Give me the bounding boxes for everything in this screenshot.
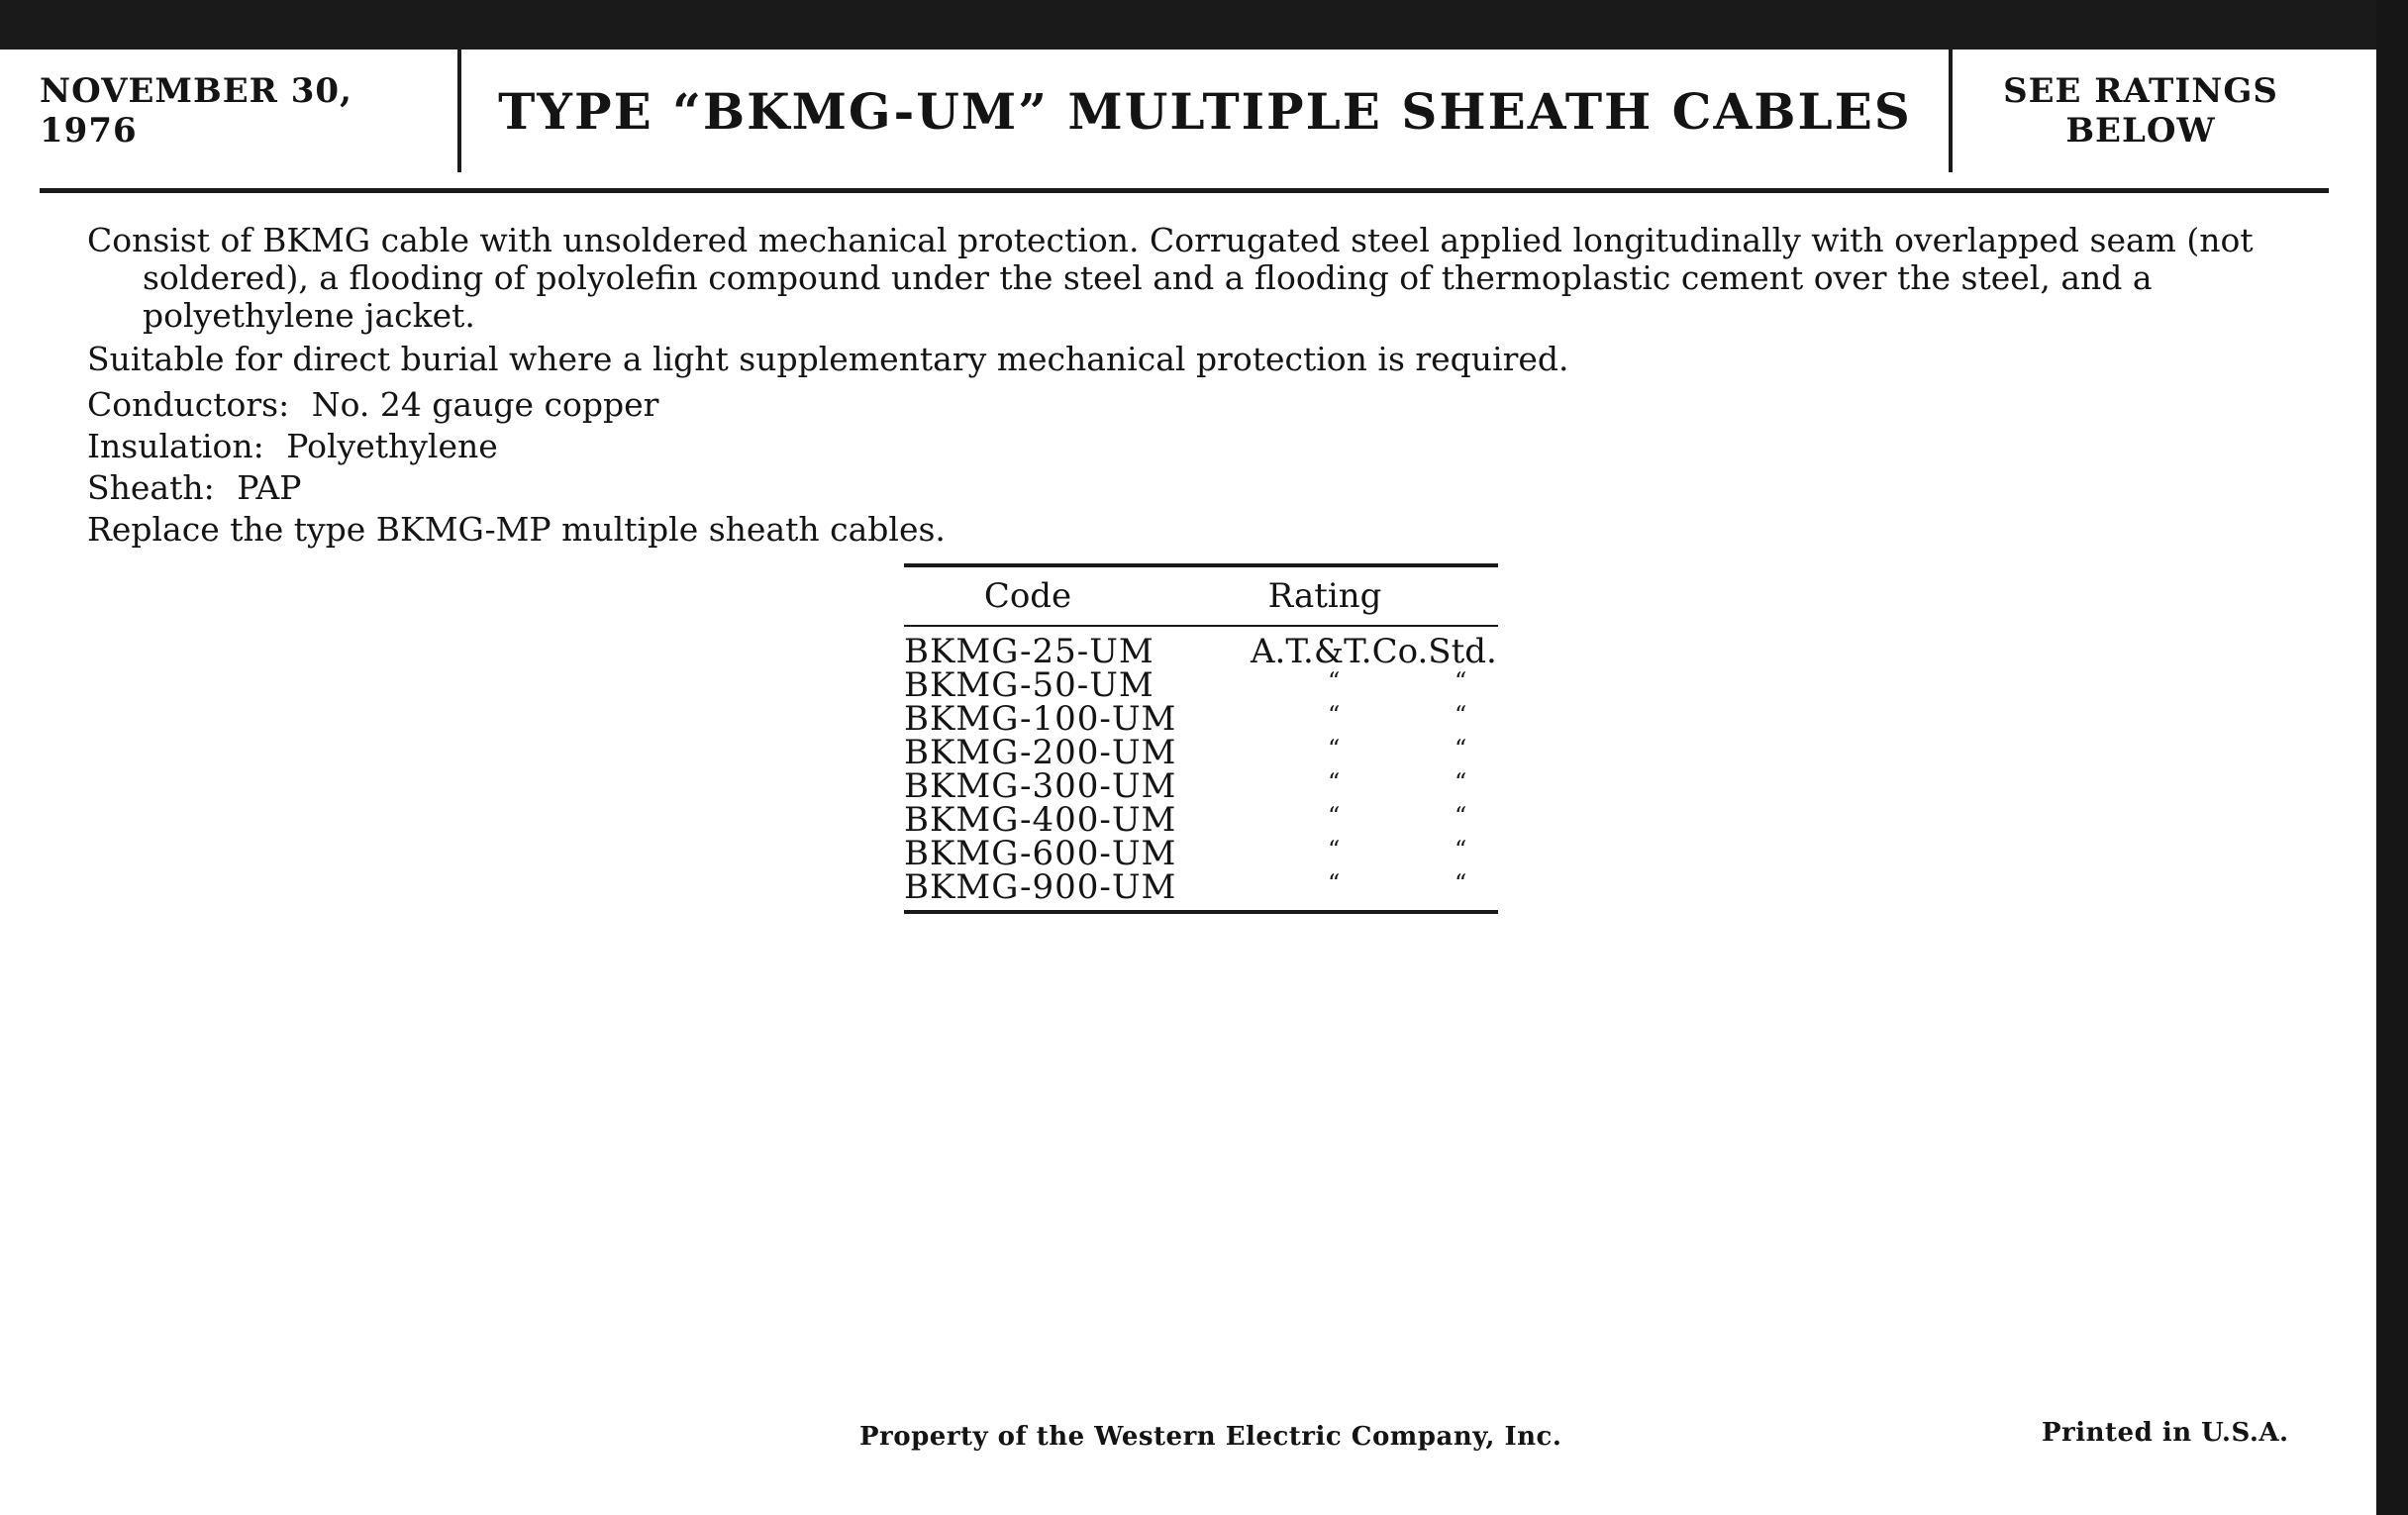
table-row (904, 867, 1498, 907)
row-code: BKMG-25-UM (904, 632, 1154, 671)
suitability-paragraph: Suitable for direct burial where a light supplementary mechanical protection is required. (87, 340, 1569, 378)
ditto-mark: “ (1455, 836, 1467, 863)
ditto-mark: “ (1328, 735, 1341, 762)
ditto-mark: “ (1328, 768, 1341, 796)
conductors-value: No. 24 gauge copper (311, 385, 659, 424)
ditto-mark: “ (1328, 802, 1341, 830)
table-header-row (904, 567, 1498, 627)
table-row (904, 834, 1498, 873)
ditto-mark: “ (1328, 869, 1341, 897)
row-code: BKMG-200-UM (904, 733, 1177, 772)
table-row (904, 800, 1498, 840)
ditto-mark: “ (1455, 869, 1467, 897)
row-code: BKMG-400-UM (904, 800, 1177, 840)
insulation-line (87, 426, 2315, 467)
table-row (904, 632, 1498, 671)
row-code: BKMG-600-UM (904, 834, 1177, 873)
document-header (40, 50, 2329, 193)
row-rating: A.T.&T.Co.Std. (1251, 632, 1497, 671)
sheath-line (87, 467, 2315, 509)
row-rating (904, 800, 1498, 840)
ditto-mark: “ (1455, 735, 1467, 762)
row-rating (904, 733, 1498, 772)
row-rating (904, 766, 1498, 806)
header-code: Code (983, 576, 1072, 616)
row-rating (904, 699, 1498, 739)
table-row (904, 665, 1498, 705)
ditto-mark: “ (1328, 701, 1341, 729)
conductors-line (87, 384, 2315, 426)
document-body (87, 222, 2315, 551)
row-rating (904, 665, 1498, 705)
table-body (904, 627, 1498, 914)
row-code: BKMG-300-UM (904, 766, 1177, 806)
table-row (904, 699, 1498, 739)
insulation-value: Polyethylene (286, 427, 498, 465)
row-rating (904, 834, 1498, 873)
row-code: BKMG-900-UM (904, 867, 1177, 907)
sheath-label: Sheath: (87, 468, 215, 507)
row-code: BKMG-100-UM (904, 699, 1177, 739)
ditto-mark: “ (1328, 836, 1341, 863)
description-paragraph: Consist of BKMG cable with unsoldered mechanical protection. Corrugated steel applied longitudinally with overlapped seam (not soldered), a flooding of polyolefin compound under the steel and a flooding of thermoplastic cement over the steel, and a polyethylene jacket. (87, 221, 2254, 335)
scan-right-border (2376, 0, 2408, 1515)
footer-printed: Printed in U.S.A. (2042, 1418, 2289, 1448)
row-rating (904, 867, 1498, 907)
footer-property: Property of the Western Electric Company, Inc. (859, 1422, 1562, 1452)
header-rating: Rating (1267, 576, 1382, 616)
table-row (904, 766, 1498, 806)
replace-note: Replace the type BKMG-MP multiple sheath cables. (87, 510, 946, 549)
sheath-value: PAP (237, 468, 302, 507)
header-ratings-note (1953, 50, 2329, 172)
ditto-mark: “ (1455, 802, 1467, 830)
document-title: TYPE “BKMG-UM” MULTIPLE SHEATH CABLES (498, 81, 1912, 141)
insulation-label: Insulation: (87, 427, 264, 465)
ratings-note-line2: BELOW (2065, 111, 2216, 151)
header-date: NOVEMBER 30, 1976 (40, 71, 352, 151)
conductors-label: Conductors: (87, 385, 290, 424)
row-code: BKMG-50-UM (904, 665, 1154, 705)
ratings-table (904, 563, 1498, 914)
table-row (904, 733, 1498, 772)
ratings-note-line1: SEE RATINGS (2003, 71, 2278, 111)
scan-top-border (0, 0, 2408, 50)
ditto-mark: “ (1455, 701, 1467, 729)
ditto-mark: “ (1328, 667, 1341, 695)
ditto-mark: “ (1455, 667, 1467, 695)
ditto-mark: “ (1455, 768, 1467, 796)
